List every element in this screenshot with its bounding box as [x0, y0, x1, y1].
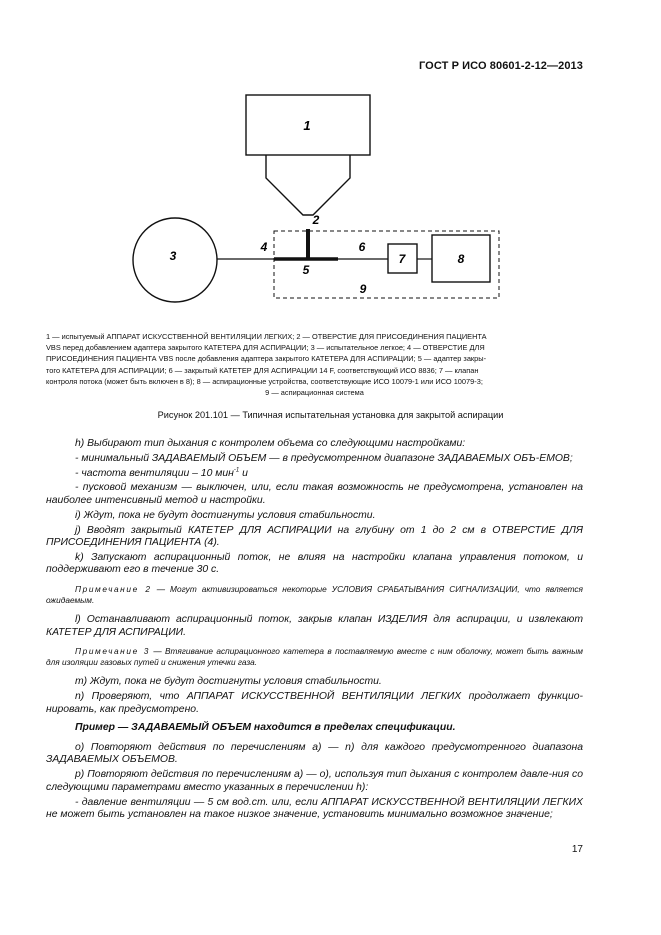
note-3 [46, 646, 583, 668]
test-setup-diagram [0, 0, 661, 330]
figure-legend [46, 331, 583, 398]
legend-line: контроля потока (может быть включен в 8); 8 — аспирационные устройства, соответствующие ИСО 10079-1 или ИСО 10079-3; [46, 376, 483, 386]
label-3: 3 [169, 249, 177, 263]
legend-line: 9 — аспирационная система [265, 388, 364, 398]
ventilator-funnel [266, 155, 350, 215]
label-8: 8 [457, 252, 465, 266]
note-2 [46, 584, 583, 606]
step-h-item [46, 468, 583, 481]
step-k: k) Запускают аспирационный поток, не влияя на настройки клапана управления потоком, и поддерживают его в течение 30 с. [46, 551, 583, 576]
label-9: 9 [359, 282, 367, 296]
step-h-intro: h) Выбирают тип дыхания с контролем объема со следующими настройками: [75, 438, 466, 449]
label-4: 4 [260, 240, 268, 254]
document-header: ГОСТ Р ИСО 80601-2-12—2013 [418, 60, 583, 72]
step-h-item-end: и [239, 467, 248, 479]
legend-line: VBS перед добавлением адаптера закрытого КАТЕТЕРА ДЛЯ АСПИРАЦИИ; 3 — испытательное легкое; 4 — ОТВЕРСТИЕ ДЛЯ [46, 343, 485, 353]
step-l: l) Останавливают аспирационный поток, закрыв клапан ИЗДЕЛИЯ для аспирации, и извлекают КАТЕТЕР ДЛЯ АСПИРАЦИИ. [46, 614, 583, 638]
label-5: 5 [302, 263, 310, 277]
step-p: p) Повторяют действия по перечислениям а) — о), используя тип дыхания с контролем давле-ния со следующими параметрами вместо указанных в перечислении h): [46, 769, 583, 793]
step-n: n) Проверяют, что АППАРАТ ИСКУССТВЕННОЙ ВЕНТИЛЯЦИИ ЛЕГКИХ продолжает функцио-нировать, как предусмотрено. [46, 691, 583, 715]
example: Пример — ЗАДАВАЕМЫЙ ОБЪЕМ находится в пределах спецификации. [75, 722, 456, 734]
body-text [46, 438, 583, 824]
step-i: i) Ждут, пока не будут достигнуты условия стабильности. [75, 509, 376, 521]
label-2: 2 [312, 213, 320, 227]
step-p-item: - давление вентиляции — 5 см вод.ст. или, если АППАРАТ ИСКУССТВЕННОЙ ВЕНТИЛЯЦИИ ЛЕГКИХ не может быть установлен на такое низкое значение, установить минимально возможное значение; [46, 796, 583, 821]
note-label: Примечание 2 [75, 584, 152, 595]
step-h-item: - пусковой механизм — выключен, или, если такая возможность не предусмотрена, установлен на наиболее интенсивный метод и настройки. [46, 482, 583, 506]
step-o: o) Повторяют действия по перечислениям а) — n) для каждого предусмотренного диапазона ЗАДАВАЕМЫХ ОБЪЕМОВ. [46, 741, 583, 766]
note-text: — Втягивание аспирационного катетера в поставляемую вместе с ним оболочку, может быть важным для изоляции газовых путей и снижения утечки газа. [46, 646, 583, 668]
label-1: 1 [303, 118, 311, 133]
legend-line: 1 — испытуемый АППАРАТ ИСКУССТВЕННОЙ ВЕНТИЛЯЦИИ ЛЕГКИХ; 2 — ОТВЕРСТИЕ ДЛЯ ПРИСОЕДИНЕНИЯ ПАЦИЕНТА [46, 332, 487, 341]
note-label: Примечание 3 [75, 646, 150, 657]
label-6: 6 [358, 240, 366, 254]
step-h-item-text: - частота вентиляции – 10 мин [75, 467, 234, 479]
legend-line: того КАТЕТЕРА ДЛЯ АСПИРАЦИИ; 6 — закрытый КАТЕТЕР ДЛЯ АСПИРАЦИИ 14 F, соответствующий ИСО 8836; 7 — клапан [46, 365, 479, 375]
step-m: m) Ждут, пока не будут достигнуты условия стабильности. [75, 676, 382, 688]
superscript: -1 [233, 467, 240, 474]
page-number: 17 [571, 844, 583, 855]
figure-caption: Рисунок 201.101 — Типичная испытательная установка для закрытой аспирации [157, 410, 504, 420]
step-h-item: - минимальный ЗАДАВАЕМЫЙ ОБЪЕМ — в предусмотренном диапазоне ЗАДАВАЕМЫХ ОБЪ-ЕМОВ; [75, 452, 573, 464]
note-text: — Могут активизироваться некоторые УСЛОВИЯ СРАБАТЫВАНИЯ СИГНАЛИЗАЦИИ, что является ожидаемым. [46, 584, 583, 606]
legend-line: ПРИСОЕДИНЕНИЯ ПАЦИЕНТА VBS после добавления адаптера закрытого КАТЕТЕРА ДЛЯ АСПИРАЦИИ; 5 — адаптер закры- [46, 354, 487, 364]
step-j: j) Вводят закрытый КАТЕТЕР ДЛЯ АСПИРАЦИИ на глубину от 1 до 2 см в ОТВЕРСТИЕ ДЛЯ ПРИСОЕДИНЕНИЯ ПАЦИЕНТА (4). [46, 524, 583, 549]
label-7: 7 [398, 252, 406, 266]
